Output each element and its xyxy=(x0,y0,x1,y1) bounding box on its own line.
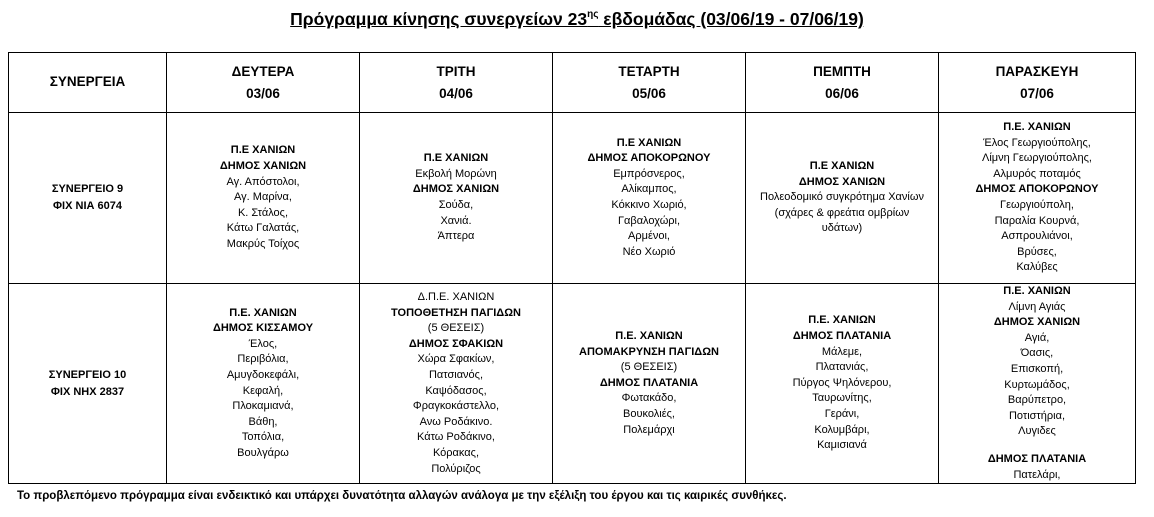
place-item: υδάτων) xyxy=(821,222,863,235)
place-item: Γεράνι, xyxy=(824,407,860,420)
place-item: Έλος, xyxy=(248,337,278,350)
cell-heading: ΔΗΜΟΣ ΧΑΝΙΩΝ xyxy=(219,160,307,173)
day-date: 06/06 xyxy=(825,85,859,101)
cell-heading: Π.Ε ΧΑΝΙΩΝ xyxy=(423,152,489,165)
place-item: Λίμνη Αγιάς xyxy=(1008,300,1066,313)
header-row xyxy=(9,53,1136,113)
cell-heading: Π.Ε. ΧΑΝΙΩΝ xyxy=(615,329,683,342)
schedule-cell xyxy=(939,113,1136,284)
place-item: (5 ΘΕΣΕΙΣ) xyxy=(427,322,485,335)
day-name: ΠΕΜΠΤΗ xyxy=(813,63,871,79)
cell-heading: ΤΟΠΟΘΕΤΗΣΗ ΠΑΓΙΔΩΝ xyxy=(391,306,521,319)
place-item: Αγ. Απόστολοι, xyxy=(226,175,300,188)
cell-heading: Π.Ε ΧΑΝΙΩΝ xyxy=(809,160,875,173)
day-header-monday xyxy=(167,53,360,113)
cell-heading: ΔΗΜΟΣ ΧΑΝΙΩΝ xyxy=(993,316,1081,329)
schedule-cell xyxy=(939,284,1136,484)
place-item: Κ. Στάλος, xyxy=(237,206,289,219)
day-header-wednesday xyxy=(553,53,746,113)
day-name: ΤΡΙΤΗ xyxy=(436,63,476,79)
place-item: Εκβολή Μορώνη xyxy=(415,167,497,180)
cell-heading: ΔΗΜΟΣ ΑΠΟΚΟΡΩΝΟΥ xyxy=(975,183,1099,196)
day-name: ΔΕΥΤΕΡΑ xyxy=(231,63,295,79)
cell-heading: ΑΠΟΜΑΚΡΥΝΣΗ ΠΑΓΙΔΩΝ xyxy=(579,345,719,358)
place-item: Βουκολιές, xyxy=(623,407,675,420)
place-item: Κάτω Γαλατάς, xyxy=(226,222,300,235)
crew-cell xyxy=(9,113,167,284)
place-item: Καμισιανά xyxy=(817,439,867,452)
schedule-cell xyxy=(360,113,553,284)
place-item: Πατελάρι, xyxy=(1013,468,1061,481)
place-item: Κολυμβάρι, xyxy=(814,423,870,436)
cell-heading: ΔΗΜΟΣ ΧΑΝΙΩΝ xyxy=(412,183,500,196)
day-date: 03/06 xyxy=(246,85,280,101)
place-item: Ταυρωνίτης, xyxy=(812,392,872,405)
place-item: Μάλεμε, xyxy=(821,345,863,358)
place-item: Βουλγάρω xyxy=(237,446,289,459)
place-item: Δ.Π.Ε. ΧΑΝΙΩΝ xyxy=(417,291,495,303)
place-item: Καψόδασος, xyxy=(425,384,487,397)
schedule-cell xyxy=(360,284,553,484)
crew-row-10 xyxy=(9,284,1136,484)
place-item: Αλίκαμπος, xyxy=(621,183,677,196)
crew-column-header xyxy=(9,53,167,113)
place-item: Αμυγδοκεφάλι, xyxy=(226,368,300,381)
place-item: Φωτακάδο, xyxy=(621,392,677,405)
place-item: Έλος Γεωργιούπολης, xyxy=(983,136,1091,149)
place-item: Εμπρόσνερος, xyxy=(613,167,685,180)
cell-heading: ΔΗΜΟΣ ΠΛΑΤΑΝΙΑ xyxy=(599,376,699,389)
cell-heading: Π.Ε ΧΑΝΙΩΝ xyxy=(616,136,682,149)
day-date: 05/06 xyxy=(632,85,666,101)
cell-heading: ΔΗΜΟΣ ΠΛΑΤΑΝΙΑ xyxy=(987,452,1087,465)
place-item: Κεφαλή, xyxy=(242,384,284,397)
place-item: Χώρα Σφακίων, xyxy=(417,353,495,366)
day-name: ΤΕΤΑΡΤΗ xyxy=(618,63,680,79)
schedule-cell xyxy=(167,113,360,284)
crew-name: ΣΥΝΕΡΓΕΙΟ 10 xyxy=(48,368,127,381)
place-item: Γεωργιούπολη, xyxy=(1000,199,1074,211)
day-header-tuesday xyxy=(360,53,553,113)
title-main: Πρόγραμμα κίνησης συνεργείων 23 xyxy=(290,9,588,29)
footer-note: Το προβλεπόμενο πρόγραμμα είναι ενδεικτικό και υπάρχει δυνατότητα αλλαγών ανάλογα με την εξέλιξη του έργου και τις καιρικές συνθήκες. xyxy=(17,490,787,502)
place-item: Μακρύς Τοίχος xyxy=(226,237,300,250)
place-item: Παραλία Κουρνά, xyxy=(994,214,1080,227)
place-item: Αγιά, xyxy=(1024,331,1050,344)
schedule-table xyxy=(8,52,1136,484)
place-item: Κόρακας, xyxy=(432,446,480,459)
crew-vehicle: ΦΙΧ ΝΙΑ 6074 xyxy=(53,200,122,212)
place-item: Πλοκαμιανά, xyxy=(232,400,294,413)
place-item: Φραγκοκάστελλο, xyxy=(412,400,500,413)
place-item: Νέο Χωριό xyxy=(622,245,676,258)
day-name: ΠΑΡΑΣΚΕΥΗ xyxy=(995,63,1079,79)
place-item: Ποτιστήρια, xyxy=(1008,409,1066,422)
day-header-friday xyxy=(939,53,1136,113)
place-item: Βαρύπετρο, xyxy=(1007,394,1067,407)
title-rest: εβδομάδας (03/06/19 - 07/06/19) xyxy=(598,9,864,29)
place-item: Πλατανιάς, xyxy=(815,361,869,374)
place-item: Κάτω Ροδάκινο, xyxy=(417,431,495,444)
schedule-cell xyxy=(167,284,360,484)
schedule-cell xyxy=(553,284,746,484)
place-item: (5 ΘΕΣΕΙΣ) xyxy=(620,361,678,374)
place-item: Αρμένοι, xyxy=(628,230,670,243)
place-item: Πύργος Ψηλόνερου, xyxy=(792,376,892,389)
place-item: Λυγιδες xyxy=(1018,425,1056,438)
place-item: Αγ. Μαρίνα, xyxy=(234,191,292,204)
place-item: Πολύριζος xyxy=(431,462,481,475)
place-item: Καλύβες xyxy=(1016,261,1058,274)
place-item: Πατσιανός, xyxy=(428,368,484,381)
place-item: Ανω Ροδάκινο. xyxy=(419,415,493,428)
cell-heading: Π.Ε ΧΑΝΙΩΝ xyxy=(230,144,296,157)
place-item: Τοπόλια, xyxy=(241,431,285,444)
day-date: 04/06 xyxy=(439,85,473,101)
place-item: Γαβαλοχώρι, xyxy=(617,214,681,227)
place-item: Κυρτωμάδος, xyxy=(1004,378,1070,391)
crew-name: ΣΥΝΕΡΓΕΙΟ 9 xyxy=(51,183,124,195)
place-item: Λίμνη Γεωργιούπολης, xyxy=(981,152,1092,165)
line-spacer xyxy=(939,440,1135,452)
cell-heading: ΔΗΜΟΣ ΚΙΣΣΑΜΟΥ xyxy=(212,322,314,335)
cell-heading: ΔΗΜΟΣ ΑΠΟΚΟΡΩΝΟΥ xyxy=(587,152,711,165)
place-item: Χανιά. xyxy=(440,214,472,227)
day-header-thursday xyxy=(746,53,939,113)
place-item: Επισκοπή, xyxy=(1010,362,1064,375)
place-item: Πολεοδομικό συγκρότημα Χανίων xyxy=(760,191,924,204)
place-item: Σούδα, xyxy=(438,199,474,211)
place-item: Αλμυρός ποταμός xyxy=(993,167,1081,180)
place-item: Βάθη, xyxy=(248,415,278,428)
place-item: Όασις, xyxy=(1020,347,1054,360)
place-item: Περιβόλια, xyxy=(237,353,289,366)
place-item: Άπτερα xyxy=(437,230,475,243)
place-item: Πολεμάρχι xyxy=(623,423,675,436)
cell-heading: Π.Ε. ΧΑΝΙΩΝ xyxy=(1003,285,1071,297)
crew-header-label: ΣΥΝΕΡΓΕΙΑ xyxy=(49,73,126,89)
cell-heading: ΔΗΜΟΣ ΠΛΑΤΑΝΙΑ xyxy=(792,329,892,342)
cell-heading: Π.Ε. ΧΑΝΙΩΝ xyxy=(808,314,876,327)
crew-row-9 xyxy=(9,113,1136,284)
cell-heading: Π.Ε. ΧΑΝΙΩΝ xyxy=(1003,121,1071,134)
crew-cell xyxy=(9,284,167,484)
cell-heading: Π.Ε. ΧΑΝΙΩΝ xyxy=(229,306,297,319)
title-superscript: ης xyxy=(587,9,599,20)
cell-heading: ΔΗΜΟΣ ΣΦΑΚΙΩΝ xyxy=(408,337,504,350)
day-date: 07/06 xyxy=(1020,85,1054,101)
place-item: Ασπρουλιάνοι, xyxy=(1001,230,1073,243)
schedule-cell xyxy=(746,284,939,484)
place-item: Κόκκινο Χωριό, xyxy=(611,199,687,211)
schedule-cell xyxy=(746,113,939,284)
place-item: Βρύσες, xyxy=(1017,245,1057,258)
schedule-cell xyxy=(553,113,746,284)
cell-heading: ΔΗΜΟΣ ΧΑΝΙΩΝ xyxy=(798,175,886,188)
document-title xyxy=(0,9,1154,30)
crew-vehicle: ΦΙΧ ΝΗΧ 2837 xyxy=(50,385,125,398)
place-item: (σχάρες & φρεάτια ομβρίων xyxy=(774,206,910,219)
